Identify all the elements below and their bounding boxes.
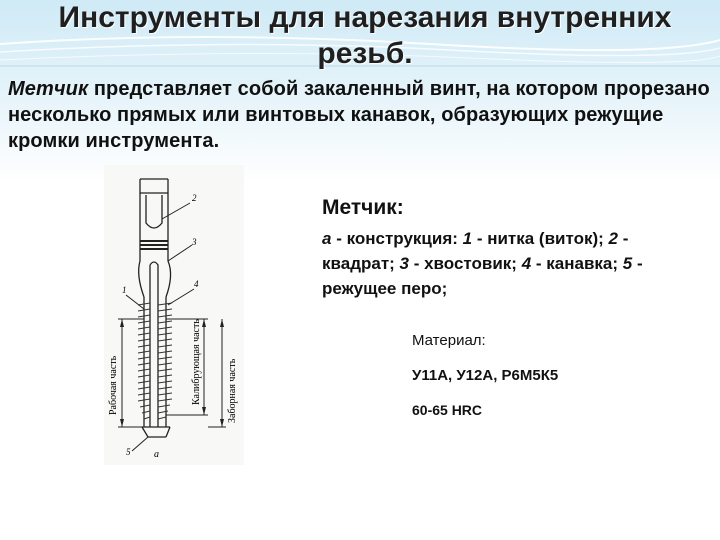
part-text-a: - конструкция: (331, 229, 463, 248)
part-key-4: 4 (521, 254, 532, 273)
part-key-1: 1 (462, 229, 473, 248)
material-grades: У11А, У12А, Р6М5К5 (412, 367, 559, 384)
part-text-4: - канавка; (531, 254, 623, 273)
part-text-2: - квадрат; (322, 229, 629, 273)
label-intake-part: Заборная часть (227, 358, 238, 423)
callout-5: 5 (126, 447, 131, 457)
callout-3: 3 (192, 237, 197, 247)
label-calibrating-part: Калибрующая часть (191, 319, 202, 405)
callout-2: 2 (192, 193, 197, 203)
material-hardness: 60-65 HRC (412, 402, 483, 418)
part-key-3: 3 (399, 254, 409, 273)
callout-4: 4 (194, 279, 199, 289)
label-working-part: Рабочая часть (108, 355, 119, 415)
part-key-2: 2 (608, 229, 619, 248)
part-key-a: а (322, 229, 332, 248)
part-key-5: 5 (622, 254, 633, 273)
callout-letter-a: а (154, 449, 159, 460)
intro-term: Метчик (8, 78, 89, 100)
slide-title: Инструменты для нарезания внутренних резьб. (58, 1, 672, 70)
intro-paragraph (8, 76, 718, 154)
part-text-1: - нитка (виток); (472, 229, 609, 248)
tap-heading: Метчик: (322, 196, 404, 219)
tap-drawing (104, 165, 244, 465)
callout-1: 1 (122, 285, 127, 295)
part-text-5: - режущее перо; (322, 254, 643, 298)
intro-text: представляет собой закаленный винт, на котором прорезано несколько прямых или винтовых канавок, образующих режущие кромки инструмента. (8, 78, 710, 152)
tap-description (322, 226, 652, 301)
material-label: Материал: (412, 332, 486, 349)
part-text-3: - хвостовик; (409, 254, 522, 273)
